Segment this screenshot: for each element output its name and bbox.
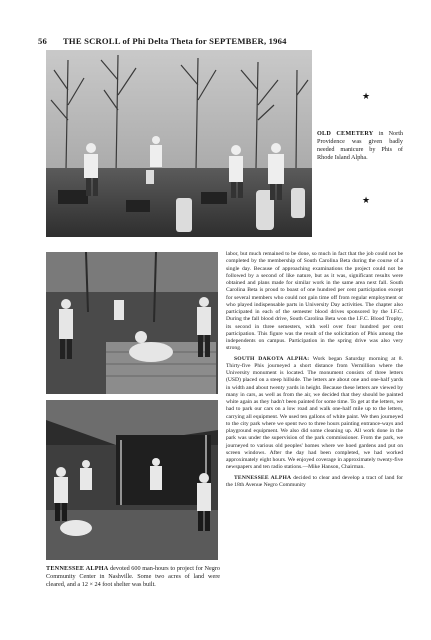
paragraph-south-carolina: labor, but much remained to be done, so much in fact that the job could not be completed by the membership of South Carolina Beta during the course of a single day. Because of approaching examinations the project could not be followed by a second of like nature, but as it was, significant results were obtained and plans made for similar work in the same area next fall. South Carolina Beta is proud to boast of one hundred per cent participation except for several members who could not gain time off from regular employment or who played indispensable parts in University Day activities. The chapter also participated in each of the semester blood drives sponsored by the I.F.C. During the fall blood drive, South Carolina Beta won the I.F.C. Blood Trophy, its second in three semesters, with well over four hundred per cent participation. This figure was the result of the solicitation of Phis among the independents on campus. Participation in the spring drive was also very strong.: [226, 251, 403, 352]
tennessee-caption: [46, 565, 220, 589]
tennessee-text: decided to clear and develop a tract of land for the 18th Avenue Negro Community: [226, 474, 404, 488]
page-number: 56: [38, 36, 47, 46]
cemetery-caption-lead: OLD CEMETERY: [317, 130, 374, 137]
yard-work-photo: [46, 252, 218, 394]
south-dakota-lead: SOUTH DAKOTA ALPHA:: [234, 355, 310, 362]
cemetery-caption-text: in North Providence was given badly needed manicure by Phis of Rhode Island Alpha.: [317, 130, 404, 162]
south-dakota-text: Work began Saturday morning at 8. Thirty-five Phis journeyed a short distance from Vermillion where the University monument is located. The monument consists of three letters (USD) placed on a steep hillside. The letters are about one and one-half yards in width and about twenty yards in height. Because these letters are viewed by many in cars, as well as from the air, we decided that they should be painted white again as they hadn't been painted for some time. To get at the letters, we had to park our cars on a low road and walk one-half mile up to the letters, carrying all equipment. We used ten gallons of white paint. We then journeyed to the city park where we spent two to three hours painting entrance-ways and playground equipment. We also did some cleaning up. All work done in the park was under the supervision of the park commissioner. From the park, we journeyed to various old peoples' homes where we hoed gardens and put on screen windows. After the day had been completed, we had worked approximately eight hours. We enjoyed coverage in approximately twenty-five newspapers and ten radio stations.—Mike Hanson, Chairman.: [226, 355, 403, 471]
shelter-photo: [46, 400, 218, 560]
running-title: THE SCROLL of Phi Delta Theta for SEPTEMBER, 1964: [63, 36, 287, 46]
decorative-star-1: ★: [362, 91, 371, 101]
cemetery-caption: [317, 130, 403, 162]
paragraph-tennessee: [226, 475, 403, 490]
tennessee-caption-text: devoted 600 man-hours to project for Negro Community Center in Nashville. Some two acres of land were cleared, and a 12 × 24 foot shelter was built.: [46, 565, 220, 588]
paragraph-south-dakota: [226, 356, 403, 472]
tennessee-lead: TENNESSEE ALPHA: [234, 474, 292, 481]
cemetery-photo: [46, 50, 312, 237]
tennessee-caption-lead: TENNESSEE ALPHA: [46, 565, 109, 572]
article-column: [226, 251, 403, 492]
page-header: [38, 36, 398, 46]
decorative-star-2: ★: [362, 195, 371, 205]
